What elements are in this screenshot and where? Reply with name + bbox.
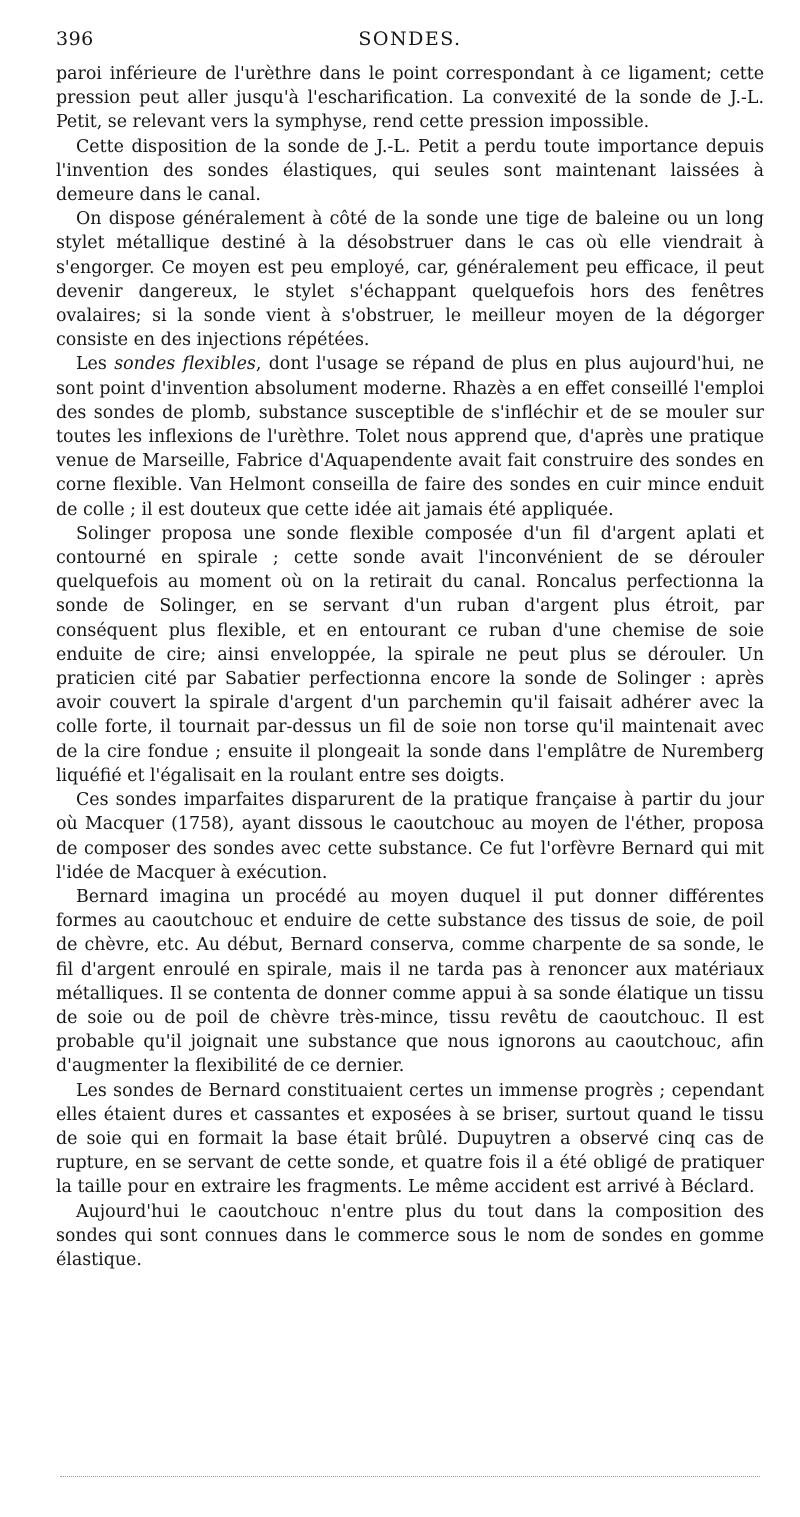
paragraph-2 (56, 135, 764, 208)
paragraph-text: Aujourd'hui le caoutchouc n'entre plus du tout dans la composition des sondes qui sont connues dans le commerce sous le nom de sondes en gomme élastique. (56, 1201, 764, 1270)
document-page (56, 28, 764, 1272)
paragraph-text: Cette disposition de la sonde de J.-L. Petit a perdu toute importance depuis l'invention des sondes élastiques, qui seules sont maintenant laissées à demeure dans le canal. (56, 136, 764, 206)
paragraph-text: , dont l'usage se répand de plus en plus aujourd'hui, ne sont point d'invention absolument moderne. Rhazès a en effet conseillé l'emploi des sondes de plomb, substance susceptible de s'infléchir et de se mouler sur toutes les inflexions de l'urèthre. Tolet nous apprend que, d'après une pratique venue de Marseille, Fabrice d'Aquapendente avait fait construire des sondes en corne flexible. Van Helmont conseilla de faire des sondes en cuir mince enduit de colle ; il est douteux que cette idée ait jamais été appliquée. (56, 354, 764, 520)
paragraph-3 (56, 207, 764, 352)
paragraph-text: Ces sondes imparfaites disparurent de la pratique française à partir du jour où Macquer (1758), ayant dissous le caoutchouc au moyen de l'éther, proposa de composer des sondes avec cette substance. Ce fut l'orfèvre Bernard qui mit l'idée de Macquer à exécution. (56, 790, 764, 883)
paragraph-text: Les sondes de Bernard constituaient certes un immense progrès ; cependant elles étaient dures et cassantes et exposées à se briser, surtout quand le tissu de soie qui en formait la base était brûlé. Dupuytren a observé cinq cas de rupture, en se servant de cette sonde, et quatre fois il a été obligé de pratiquer la taille pour en extraire les fragments. Le même accident est arrivé à Béclard. (56, 1080, 764, 1198)
paragraph-4 (56, 352, 764, 521)
page-number: 396 (56, 28, 94, 50)
paragraph-9 (56, 1200, 764, 1273)
paragraph-1 (56, 62, 764, 135)
body-text (56, 62, 764, 1272)
paragraph-6 (56, 788, 764, 885)
paragraph-7 (56, 885, 764, 1079)
paragraph-5 (56, 522, 764, 788)
running-title: SONDES. (358, 28, 462, 50)
italic-term: sondes flexibles (114, 354, 256, 375)
paragraph-text: Bernard imagina un procédé au moyen duquel il put donner différentes formes au caoutchouc et enduire de cette substance des tissus de soie, de poil de chèvre, etc. Au début, Bernard conserva, comme charpente de sa sonde, le fil d'argent enroulé en spirale, mais il ne tarda pas à renoncer aux matériaux métalliques. Il se contenta de donner comme appui à sa sonde élatique un tissu de soie ou de poil de chèvre très-mince, tissu revêtu de caoutchouc. Il est probable qu'il joignait une substance que nous ignorons au caoutchouc, afin d'augmenter la flexibilité de ce dernier. (56, 886, 764, 1077)
paragraph-lead: Les (76, 354, 115, 375)
paragraph-8 (56, 1079, 764, 1200)
paragraph-text: paroi inférieure de l'urèthre dans le point correspondant à ce ligament; cette pression peut aller jusqu'à l'escharification. La convexité de la sonde de J.-L. Petit, se relevant vers la symphyse, rend cette pression impossible. (56, 64, 764, 133)
paragraph-text: On dispose généralement à côté de la sonde une tige de baleine ou un long stylet métallique destiné à la désobstruer dans le cas où elle viendrait à s'engorger. Ce moyen est peu employé, car, généralement peu efficace, il peut devenir dangereux, le stylet s'échappant quelquefois hors des fenêtres ovalaires; si la sonde vient à s'obstruer, le meilleur moyen de la dégorger consiste en des injections répétées. (56, 209, 764, 351)
running-head (56, 28, 764, 58)
footer-dotted-rule (60, 1476, 760, 1477)
paragraph-text: Solinger proposa une sonde flexible composée d'un fil d'argent aplati et contourné en spirale ; cette sonde avait l'inconvénient de se dérouler quelquefois au moment où on la retirait du canal. Roncalus perfectionna la sonde de Solinger, en se servant d'un ruban d'argent plus étroit, par conséquent plus flexible, et en entourant ce ruban d'une chemise de soie enduite de cire; ainsi enveloppée, la spirale ne peut plus se dérouler. Un praticien cité par Sabatier perfectionna encore la sonde de Solinger : après avoir couvert la spirale d'argent d'un parchemin qu'il faisait adhérer avec la colle forte, il tournait par-dessus un fil de soie non torse qu'il maintenait avec de la cire fondue ; ensuite il plongeait la sonde dans l'emplâtre de Nuremberg liquéfié et l'égalisait en la roulant entre ses doigts. (56, 523, 764, 786)
